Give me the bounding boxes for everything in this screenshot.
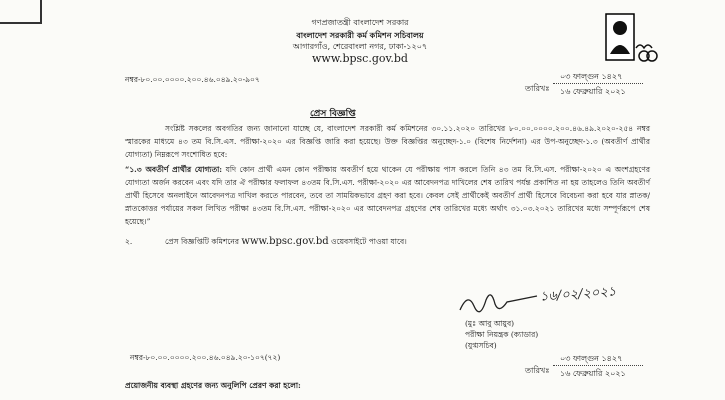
paragraph-2-lead: প্রেস বিজ্ঞপ্তিটি কমিশনের xyxy=(165,237,242,246)
date-divider xyxy=(553,83,643,84)
paragraph-1: সংশ্লিষ্ট সকলের অবগতির জন্য জানানো যাচ্ছে যে, বাংলাদেশ সরকারী কর্ম কমিশনের ৩০.১১.২০২০ তারিখের ৮০.০০.০০০০.২০০.৪৬.৪৯.২০২০-২৫৪ নম্বর স্মারকের মাধ্যমে ৪৩ তম বি.সি.এস. পরীক্ষা-২০২০ এর বিজ্ঞপ্তি জারি করা হয়েছে। উক্ত বিজ্ঞপ্তির অনুচ্ছেদ-১.০ (বিশেষ নির্দেশনা) এর উপ-অনুচ্ছেদ-১.৩ (অবতীর্ণ প্রার্থীর যোগ্যতা) নিম্নরূপে সংশোধিত হবে: xyxy=(125,124,650,159)
address-line: আগারগাঁও, শেরেবাংলা নগর, ঢাকা-১২০৭ xyxy=(292,42,428,51)
footer-date-label: তারিখঃ xyxy=(525,366,550,375)
amended-clause xyxy=(125,163,650,228)
page-edge-mark xyxy=(0,0,42,24)
press-release-title: প্রেস বিজ্ঞপ্তি xyxy=(310,109,356,119)
footer-date-divider xyxy=(553,365,643,366)
date-english: ১৬ ফেব্রুয়ারি ২০২১ xyxy=(560,87,626,96)
date-label: তারিখঃ xyxy=(525,84,550,93)
letterhead xyxy=(230,17,490,65)
paragraph-2-number: ২. xyxy=(125,237,133,246)
website-url: www.bpsc.gov.bd xyxy=(312,52,408,65)
clause-text: যদি কোন প্রার্থী এমন কোন পরীক্ষায় অবতীর্ণ হয়ে থাকেন যে পরীক্ষায় পাস করলে তিনি ৪৩ তম বি.সি.এস. পরীক্ষা-২০২০ এ অংশগ্রহণের যোগ্যতা অর্জন করবেন এবং যদি তার ঐ পরীক্ষার ফলাফল ৪৩তম বি.সি.এস. পরীক্ষা-২০২০ এর আবেদনপত্র দাখিলের শেষ তারিখ পর্যন্ত প্রকাশিত না হয় তাহলেও তিনি অবতীর্ণ প্রার্থী হিসেবে অনলাইনে আবেদনপত্র দাখিল করতে পারবেন, তবে তা সাময়িকভাবে গ্রহণ করা হবে। কেবল সেই প্রার্থীকেই অবতীর্ণ প্রার্থী হিসেবে বিবেচনা করা হবে যার স্নাতক/স্নাতকোত্তর পর্যায়ের সকল লিখিত পরীক্ষা ৪৩তম বি.সি.এস. পরীক্ষা-২০২০ এর আবেদনপত্র গ্রহণের শেষ তারিখের মধ্যে অর্থাৎ ৩১.০৩.২০২১ তারিখের মধ্যে সম্পূর্ণরূপে শেষ হয়েছে।” xyxy=(125,165,650,226)
paragraph-2-url: www.bpsc.gov.bd xyxy=(241,236,329,247)
footer-date-bangla: ০৩ ফাল্গুন ১৪২৭ xyxy=(560,354,623,363)
clause-heading: “১.৩ অবতীর্ণ প্রার্থীর যোগ্যতা: xyxy=(125,165,223,174)
date-bangla: ০৩ ফাল্গুন ১৪২৭ xyxy=(560,72,623,81)
footer-date-english: ১৬ ফেব্রুয়ারি ২০২১ xyxy=(560,369,626,378)
mujib-centenary-logo xyxy=(598,10,658,68)
govt-line: গণপ্রজাতন্ত্রী বাংলাদেশ সরকার xyxy=(311,18,409,27)
copy-forwarded-note: প্রয়োজনীয় ব্যবস্থা গ্রহণের জন্য অনুলিপি প্রেরণ করা হলো: xyxy=(125,381,301,390)
signatory-name: (মুঃ আবু আয়ুব) xyxy=(465,319,515,328)
footer-memo-number: নম্বর-৮০.০০.০০০০.২০০.৪৬.০৪৯.২০-১০৭(৭২) xyxy=(130,353,281,362)
signatory-block xyxy=(465,318,538,351)
commission-line: বাংলাদেশ সরকারী কর্ম কমিশন সচিবালয় xyxy=(296,30,424,40)
paragraph-2-tail: ওয়েবসাইটে পাওয়া যাবে। xyxy=(328,237,407,246)
signatory-title: পরীক্ষা নিয়ন্ত্রক (ক্যাডার) xyxy=(465,330,539,339)
signature-date: ১৬/০২/২০২১ xyxy=(539,284,617,305)
memo-number: নম্বর-৮০.০০.০০০০.২০০.৪৬.০৪৯.২০-৯০৭ xyxy=(125,75,260,84)
signatory-rank: (যুগ্মসচিব) xyxy=(465,341,497,350)
paragraph-2 xyxy=(165,235,645,248)
